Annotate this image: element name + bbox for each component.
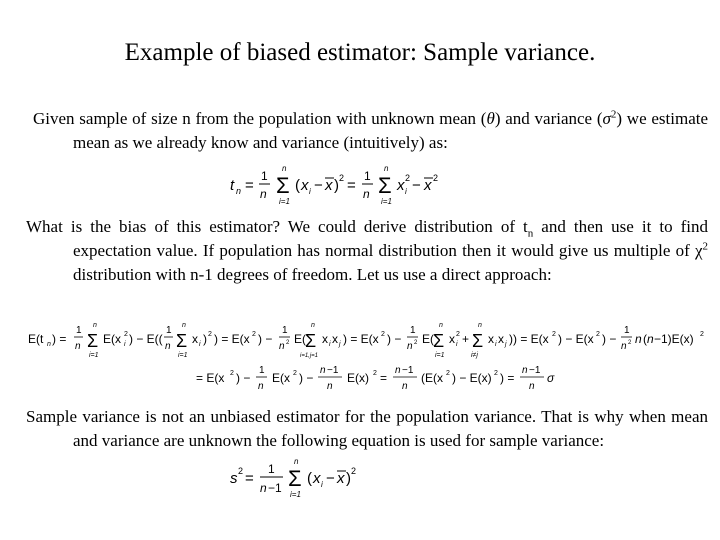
svg-text:2: 2 bbox=[494, 370, 498, 377]
svg-text:) −: ) − bbox=[602, 332, 617, 346]
svg-text:E(t: E(t bbox=[28, 332, 44, 346]
svg-text:) =: ) = bbox=[52, 332, 67, 346]
svg-text:i: i bbox=[405, 187, 407, 196]
svg-text:n: n bbox=[294, 457, 299, 466]
svg-text:Σ: Σ bbox=[433, 331, 445, 351]
svg-text:n: n bbox=[260, 187, 267, 201]
paragraph-unbiased-note: Sample variance is not an unbiased estimator for the population variance. That is why when mean and variance are unknown the following equation is used for sample variance: bbox=[26, 407, 708, 450]
svg-text:2: 2 bbox=[700, 331, 704, 338]
svg-text:x: x bbox=[337, 470, 345, 487]
svg-text:i: i bbox=[124, 341, 126, 348]
svg-text:(: ( bbox=[295, 177, 300, 194]
svg-text:n: n bbox=[402, 381, 408, 392]
svg-text:i=1: i=1 bbox=[279, 197, 290, 206]
svg-text:Σ: Σ bbox=[176, 331, 188, 351]
svg-text:i=1: i=1 bbox=[178, 352, 188, 359]
svg-text:) − E(x: ) − E(x bbox=[558, 332, 594, 346]
svg-text:n: n bbox=[260, 481, 267, 495]
svg-text:x: x bbox=[424, 177, 432, 194]
svg-text:2: 2 bbox=[238, 466, 244, 476]
svg-text:): ) bbox=[334, 177, 339, 194]
svg-text:i: i bbox=[456, 341, 458, 348]
svg-text:Σ: Σ bbox=[276, 173, 290, 198]
svg-text:j: j bbox=[339, 341, 341, 348]
svg-text:n: n bbox=[165, 341, 171, 352]
svg-text:n: n bbox=[258, 381, 264, 392]
svg-text:1: 1 bbox=[282, 325, 288, 336]
equation-estimator bbox=[228, 160, 448, 208]
svg-text:n: n bbox=[478, 322, 482, 329]
svg-text:2: 2 bbox=[628, 340, 632, 346]
svg-text:n: n bbox=[407, 341, 413, 352]
svg-text:i: i bbox=[309, 187, 311, 196]
svg-text:1: 1 bbox=[166, 325, 172, 336]
svg-text:n: n bbox=[439, 322, 443, 329]
svg-text:) −: ) − bbox=[258, 332, 273, 346]
svg-text:i=1: i=1 bbox=[89, 352, 99, 359]
svg-text:2: 2 bbox=[446, 370, 450, 377]
svg-text:) = E(x: ) = E(x bbox=[214, 332, 250, 346]
svg-text:i=1,j=1: i=1,j=1 bbox=[300, 353, 319, 359]
svg-text:2: 2 bbox=[414, 340, 418, 346]
svg-text:i≠j: i≠j bbox=[471, 352, 478, 359]
svg-text:2: 2 bbox=[373, 370, 377, 377]
svg-text:n: n bbox=[384, 164, 389, 173]
svg-text:−: − bbox=[314, 177, 323, 194]
svg-text:x: x bbox=[313, 470, 321, 487]
svg-text:) =: ) = bbox=[500, 371, 515, 385]
svg-text:E(x): E(x) bbox=[347, 371, 369, 385]
svg-text:2: 2 bbox=[230, 370, 234, 377]
svg-text:+: + bbox=[462, 332, 470, 346]
svg-text:n: n bbox=[236, 186, 242, 196]
svg-text:Σ: Σ bbox=[472, 331, 484, 351]
svg-text:) −: ) − bbox=[236, 371, 251, 385]
svg-text:x: x bbox=[488, 332, 494, 346]
svg-text:n: n bbox=[327, 381, 333, 392]
svg-text:i: i bbox=[329, 341, 331, 348]
svg-text:n: n bbox=[93, 322, 97, 329]
svg-text:n: n bbox=[282, 164, 287, 173]
svg-text:Σ: Σ bbox=[288, 466, 302, 491]
svg-text:E(: E( bbox=[422, 332, 434, 346]
svg-text:n: n bbox=[635, 332, 642, 346]
svg-text:= E(x: = E(x bbox=[196, 371, 225, 385]
svg-text:n: n bbox=[47, 341, 51, 348]
svg-text:2: 2 bbox=[293, 370, 297, 377]
paragraph-given-sample: Given sample of size n from the population with unknown mean (θ) and variance $(\sigma^2)$ we estimate mean as we already know and variance (intuitively) as: bbox=[33, 108, 709, 152]
svg-text:j: j bbox=[505, 341, 507, 348]
equation-sample-variance bbox=[228, 455, 378, 503]
svg-text:x: x bbox=[325, 177, 333, 194]
slide-title: Example of biased estimator: Sample variance. bbox=[124, 39, 596, 66]
svg-text:x: x bbox=[322, 332, 328, 346]
svg-text:) − E((: ) − E(( bbox=[129, 332, 163, 346]
svg-text:−1: −1 bbox=[402, 365, 414, 376]
svg-text:2: 2 bbox=[552, 331, 556, 338]
svg-text:1: 1 bbox=[261, 169, 268, 183]
svg-text:−1)E(x): −1)E(x) bbox=[654, 332, 694, 346]
svg-text:i=1: i=1 bbox=[290, 490, 301, 499]
svg-text:−: − bbox=[326, 470, 335, 487]
svg-text:n: n bbox=[522, 365, 528, 376]
svg-text:t: t bbox=[230, 177, 235, 194]
svg-text:Σ: Σ bbox=[305, 331, 317, 351]
equation-expectation-line-1 bbox=[28, 318, 708, 362]
svg-text:2: 2 bbox=[208, 331, 212, 338]
svg-text:x: x bbox=[332, 332, 338, 346]
svg-text:σ: σ bbox=[547, 371, 555, 385]
svg-text:i: i bbox=[495, 341, 497, 348]
svg-text:1: 1 bbox=[624, 325, 630, 336]
svg-text:x: x bbox=[397, 177, 405, 194]
svg-text:n: n bbox=[647, 332, 654, 346]
svg-text:) −: ) − bbox=[299, 371, 314, 385]
svg-text:2: 2 bbox=[405, 173, 411, 183]
svg-text:2: 2 bbox=[456, 331, 460, 338]
svg-text:2: 2 bbox=[286, 340, 290, 346]
svg-text:Σ: Σ bbox=[87, 331, 99, 351]
svg-text:(: ( bbox=[307, 470, 312, 487]
svg-text:i: i bbox=[321, 480, 323, 489]
svg-text:i=1: i=1 bbox=[435, 352, 445, 359]
svg-text:=: = bbox=[347, 177, 356, 194]
svg-text:s: s bbox=[230, 470, 238, 487]
svg-text:): ) bbox=[203, 332, 207, 346]
svg-text:(E(x: (E(x bbox=[421, 371, 443, 385]
svg-text:) − E(x): ) − E(x) bbox=[452, 371, 492, 385]
svg-text:i=1: i=1 bbox=[381, 197, 392, 206]
svg-text:=: = bbox=[245, 177, 254, 194]
svg-text:) = E(x: ) = E(x bbox=[343, 332, 379, 346]
svg-text:i: i bbox=[199, 341, 201, 348]
svg-text:n: n bbox=[395, 365, 401, 376]
svg-text:n: n bbox=[320, 365, 326, 376]
svg-text:1: 1 bbox=[259, 365, 265, 376]
svg-text:2: 2 bbox=[339, 173, 345, 183]
svg-text:n: n bbox=[311, 322, 315, 329]
svg-text:−1: −1 bbox=[327, 365, 339, 376]
svg-text:2: 2 bbox=[596, 331, 600, 338]
svg-text:x: x bbox=[449, 332, 455, 346]
svg-text:=: = bbox=[380, 371, 388, 385]
svg-text:)) = E(x: )) = E(x bbox=[509, 332, 549, 346]
svg-text:E(: E( bbox=[294, 332, 306, 346]
svg-text:n: n bbox=[621, 341, 627, 352]
svg-text:E(x: E(x bbox=[103, 332, 121, 346]
svg-text:n: n bbox=[75, 341, 81, 352]
svg-text:1: 1 bbox=[410, 325, 416, 336]
svg-text:x: x bbox=[301, 177, 309, 194]
svg-text:x: x bbox=[498, 332, 504, 346]
svg-text:) −: ) − bbox=[387, 332, 402, 346]
svg-text:(: ( bbox=[643, 332, 647, 346]
svg-text:=: = bbox=[245, 470, 254, 487]
svg-text:n: n bbox=[279, 341, 285, 352]
svg-text:2: 2 bbox=[381, 331, 385, 338]
svg-text:n: n bbox=[182, 322, 186, 329]
svg-text:2: 2 bbox=[124, 331, 128, 338]
svg-text:2: 2 bbox=[252, 331, 256, 338]
paragraph-bias-question: What is the bias of this estimator? We could derive distribution of $t_n$ and then use it to find expectation value. If population has normal distribution then it would give us multiple of $\chi^2$ distribution with n-1 degrees of freedom. Let us use a direct approach: bbox=[26, 217, 709, 284]
svg-text:E(x: E(x bbox=[272, 371, 290, 385]
svg-text:1: 1 bbox=[76, 325, 82, 336]
svg-text:n: n bbox=[363, 187, 370, 201]
svg-text:−1: −1 bbox=[268, 481, 282, 495]
svg-text:2: 2 bbox=[433, 173, 439, 183]
svg-text:−1: −1 bbox=[529, 365, 541, 376]
svg-text:1: 1 bbox=[364, 169, 371, 183]
svg-text:x: x bbox=[192, 332, 198, 346]
svg-text:n: n bbox=[529, 381, 535, 392]
svg-text:1: 1 bbox=[268, 462, 275, 476]
equation-expectation-line-2 bbox=[196, 362, 556, 398]
svg-text:): ) bbox=[346, 470, 351, 487]
svg-text:−: − bbox=[412, 177, 421, 194]
svg-text:2: 2 bbox=[351, 466, 357, 476]
svg-text:Σ: Σ bbox=[378, 173, 392, 198]
